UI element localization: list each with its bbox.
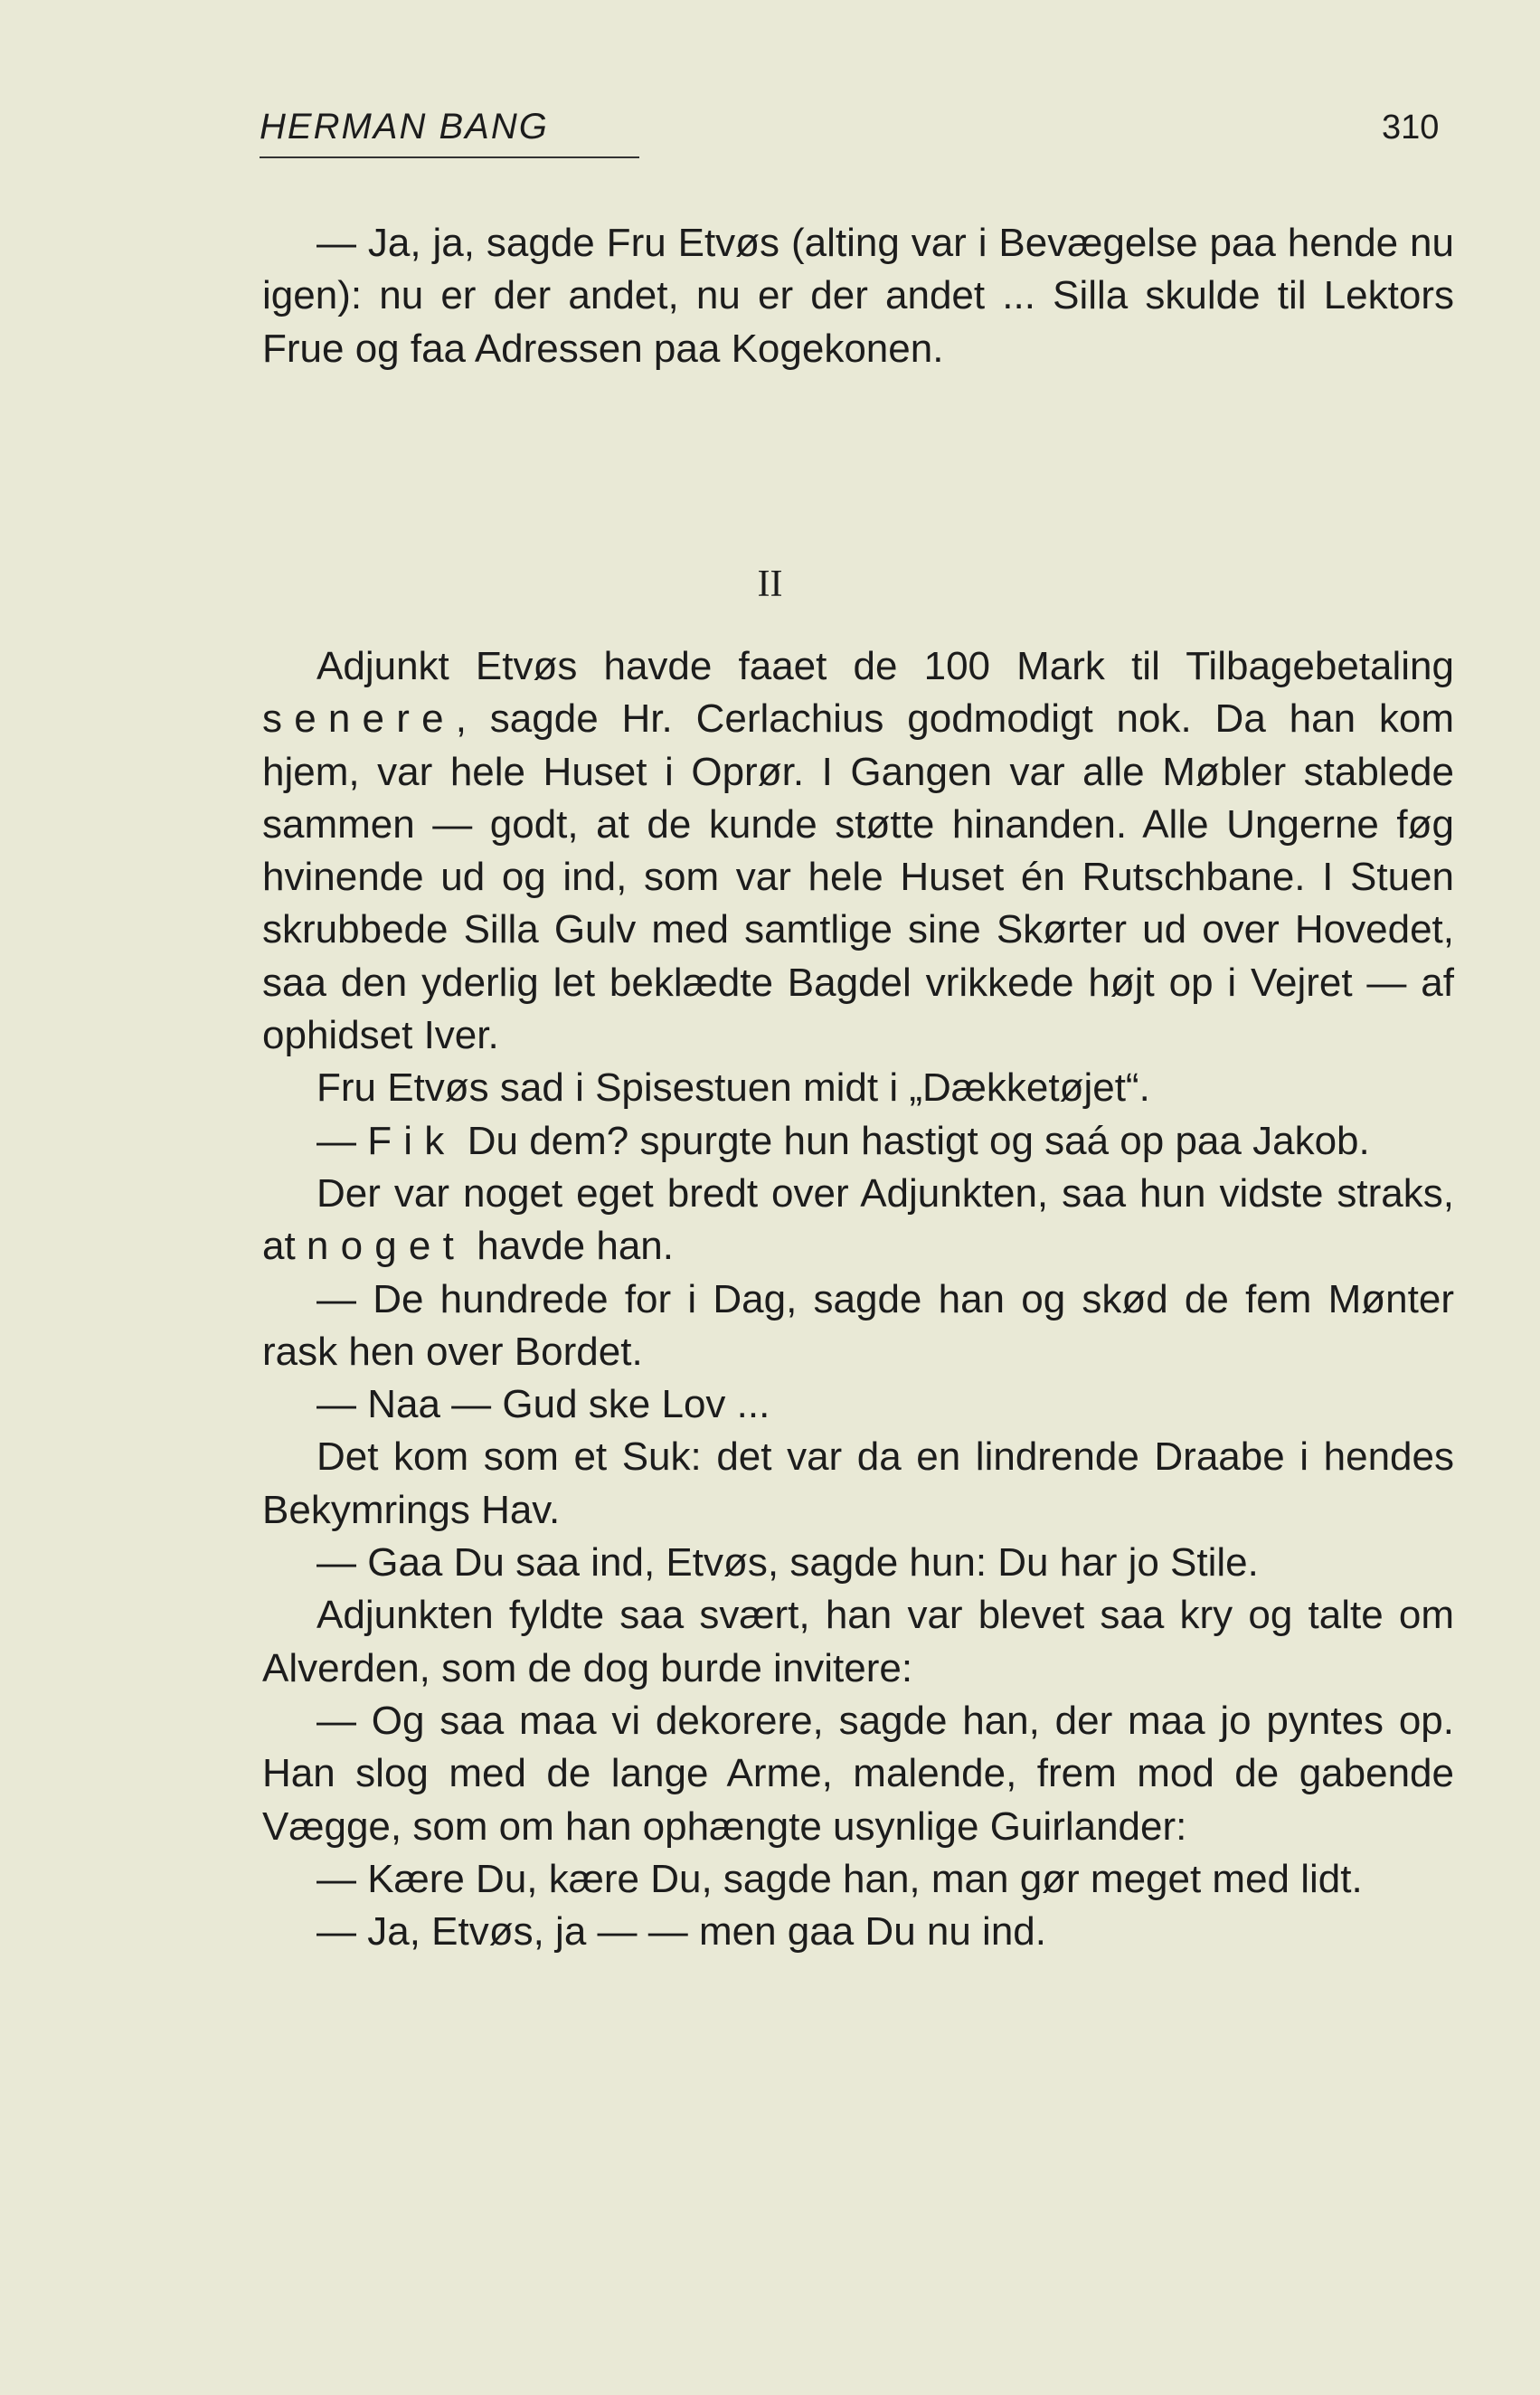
header-rule [260, 156, 639, 158]
running-header-author: HERMAN BANG [260, 107, 549, 147]
text-run: Det kom som et Suk: det var da en lindrende Draabe i hendes Bekymrings Hav. [262, 1434, 1454, 1532]
text-run: — Naa — Gud ske Lov ... [317, 1382, 770, 1427]
body-text-block [262, 640, 1454, 1958]
paragraph [262, 1378, 1454, 1431]
spaced-emphasis: senere [262, 696, 456, 742]
spaced-emphasis: noget [306, 1224, 467, 1269]
text-run: Fru Etvøs sad i Spisestuen midt i „Dækketøjet“. [317, 1065, 1150, 1111]
paragraph [262, 1906, 1454, 1958]
paragraph [262, 1062, 1454, 1114]
paragraph [262, 1115, 1454, 1168]
paragraph [262, 1589, 1454, 1695]
text-run: — De hundrede for i Dag, sagde han og skød de fem Mønter rask hen over Bordet. [262, 1276, 1454, 1374]
text-run: — Kære Du, kære Du, sagde han, man gør meget med lidt. [317, 1856, 1363, 1901]
top-text-block [262, 217, 1454, 375]
text-run: — Og saa maa vi dekorere, sagde han, der maa jo pyntes op. Han slog med de lange Arme, malende, frem mod de gabende Vægge, som om han ophængte usynlige Guirlander: [262, 1698, 1454, 1849]
page-number: 310 [1382, 109, 1440, 147]
paragraph [262, 1431, 1454, 1537]
text-run: havde han. [466, 1224, 674, 1269]
spaced-emphasis: Fik [367, 1118, 457, 1163]
paragraph [262, 217, 1454, 375]
paragraph [262, 640, 1454, 1062]
paragraph [262, 1853, 1454, 1906]
text-run: — Ja, Etvøs, ja — — men gaa Du nu ind. [317, 1909, 1046, 1955]
paragraph [262, 1695, 1454, 1853]
text-run: — Gaa Du saa ind, Etvøs, sagde hun: Du har jo Stile. [317, 1540, 1259, 1586]
text-run: Der var noget eget bredt over Adjunkten, saa hun vidste straks, at [262, 1170, 1454, 1269]
paragraph [262, 1168, 1454, 1273]
text-run: — Ja, ja, sagde Fru Etvøs (alting var i Bevægelse paa hende nu igen): nu er der andet, nu er der andet ... Silla skulde til Lektors Frue og faa Adressen paa Kogekonen. [262, 221, 1454, 371]
text-run: , sagde Hr. Cerlachius godmodigt nok. Da han kom hjem, var hele Huset i Oprør. I Gangen var alle Møbler stablede sammen — godt, at de kunde støtte hinanden. Alle Ungerne føg hvinende ud og ind, som var hele Huset én Rutschbane. I Stuen skrubbede Silla Gulv med samtlige sine Skørter ud over Hovedet, saa den yderlig let beklædte Bagdel vrikkede højt op i Vejret — af ophidset Iver. [262, 696, 1454, 1058]
text-run: Adjunkten fyldte saa svært, han var blevet saa kry og talte om Alverden, som de dog burde invitere: [262, 1593, 1454, 1690]
paragraph [262, 1537, 1454, 1589]
section-heading: II [757, 563, 783, 605]
text-run: — [317, 1118, 368, 1163]
text-run: Du dem? spurgte hun hastigt og saá op paa Jakob. [456, 1118, 1370, 1163]
paragraph [262, 1273, 1454, 1379]
text-run: Adjunkt Etvøs havde faaet de 100 Mark til Tilbagebetaling [317, 644, 1454, 688]
